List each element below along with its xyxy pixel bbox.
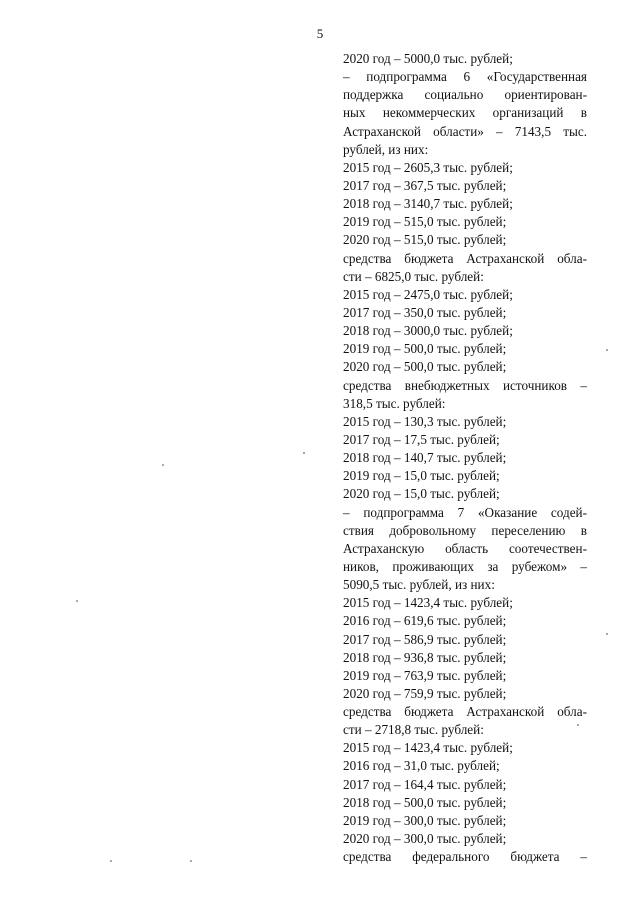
text-line: ников, проживающих за рубежом» – (343, 558, 587, 574)
text-line: 2019 год – 515,0 тыс. рублей; (343, 214, 507, 230)
text-line: 2019 год – 763,9 тыс. рублей; (343, 667, 507, 683)
text-line: 2020 год – 500,0 тыс. рублей; (343, 359, 507, 375)
text-line: 2020 год – 5000,0 тыс. рублей; (343, 51, 513, 66)
text-line: 2019 год – 15,0 тыс. рублей; (343, 468, 500, 484)
text-line: 5090,5 тыс. рублей, из них: (343, 577, 495, 593)
text-line: 2018 год – 500,0 тыс. рублей; (343, 794, 507, 810)
text-line: – подпрограмма 7 «Оказание содей- (343, 504, 587, 520)
text-line: 2020 год – 300,0 тыс. рублей; (343, 831, 507, 847)
text-line: 2017 год – 350,0 тыс. рублей; (343, 304, 507, 320)
text-line: 2015 год – 1423,4 тыс. рублей; (343, 740, 513, 756)
text-line: 2018 год – 3140,7 тыс. рублей; (343, 196, 513, 212)
text-line: средства бюджета Астраханской обла- (343, 704, 587, 720)
text-line: 318,5 тыс. рублей: (343, 395, 446, 411)
page-number: 5 (316, 26, 324, 41)
text-line: 2017 год – 164,4 тыс. рублей; (343, 776, 507, 792)
text-line: 2016 год – 31,0 тыс. рублей; (343, 758, 500, 774)
scan-speck (162, 464, 164, 466)
text-line: сти – 6825,0 тыс. рублей: (343, 268, 484, 284)
text-line: 2016 год – 619,6 тыс. рублей; (343, 613, 507, 629)
scan-speck (577, 724, 579, 726)
text-line: средства федерального бюджета – (343, 849, 587, 865)
text-line: – подпрограмма 6 «Государственная (343, 69, 587, 85)
text-line: ных некоммерческих организаций в (343, 105, 587, 121)
text-line: 2015 год – 1423,4 тыс. рублей; (343, 595, 513, 611)
text-line: 2015 год – 2605,3 тыс. рублей; (343, 159, 513, 175)
text-line: Астраханской области» – 7143,5 тыс. (343, 123, 587, 139)
text-line: 2020 год – 759,9 тыс. рублей; (343, 685, 507, 701)
text-line: сти – 2718,8 тыс. рублей: (343, 722, 484, 738)
scan-speck (303, 452, 305, 454)
text-line: ствия добровольному переселению в (343, 522, 587, 538)
text-line: 2017 год – 586,9 тыс. рублей; (343, 631, 507, 647)
text-line: средства внебюджетных источников – (343, 377, 587, 393)
scan-speck (606, 349, 608, 351)
text-line: 2020 год – 515,0 тыс. рублей; (343, 232, 507, 248)
scan-speck (110, 860, 112, 862)
text-line: 2015 год – 130,3 тыс. рублей; (343, 413, 507, 429)
document-text-column (343, 50, 587, 866)
text-line: 2019 год – 500,0 тыс. рублей; (343, 341, 507, 357)
text-line: 2017 год – 367,5 тыс. рублей; (343, 177, 507, 193)
text-line: рублей, из них: (343, 141, 429, 157)
text-line: 2017 год – 17,5 тыс. рублей; (343, 431, 500, 447)
text-line: средства бюджета Астраханской обла- (343, 250, 587, 266)
text-line: 2019 год – 300,0 тыс. рублей; (343, 812, 507, 828)
text-line: 2018 год – 140,7 тыс. рублей; (343, 450, 507, 466)
text-line: 2018 год – 3000,0 тыс. рублей; (343, 323, 513, 339)
scan-speck (76, 600, 78, 602)
scan-speck (190, 860, 192, 862)
text-line: 2018 год – 936,8 тыс. рублей; (343, 649, 507, 665)
text-line: 2020 год – 15,0 тыс. рублей; (343, 486, 500, 502)
text-line: 2015 год – 2475,0 тыс. рублей; (343, 286, 513, 302)
text-line: поддержка социально ориентирован- (343, 87, 587, 103)
scan-speck (606, 633, 608, 635)
text-line: Астраханскую область соотечествен- (343, 540, 587, 556)
